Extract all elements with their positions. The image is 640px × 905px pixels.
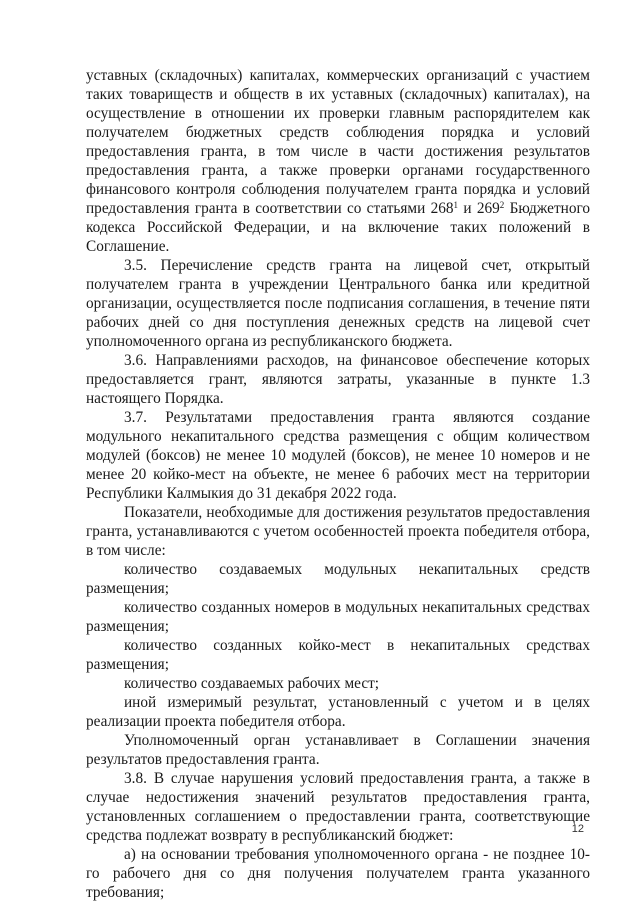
- paragraph-authorized-body: Уполномоченный орган устанавливает в Соглашении значения результатов предоставления гранта.: [86, 732, 590, 768]
- document-body: [86, 66, 590, 902]
- list-item-other-result: иной измеримый результат, установленный с учетом и в целях реализации проекта победителя отбора.: [86, 694, 590, 730]
- superscript-2: 2: [499, 200, 505, 210]
- list-item-rooms: количество созданных номеров в модульных некапитальных средствах размещения;: [86, 599, 590, 635]
- paragraph-3-5: 3.5. Перечисление средств гранта на лицевой счет, открытый получателем гранта в учреждении Центрального банка или кредитной организации, осуществляется после подписания соглашения, в течение пяти рабочих дней со дня поступления денежных средств на лицевой счет уполномоченного органа из республиканского бюджета.: [86, 257, 590, 350]
- list-item-beds: количество созданных койко-мест в некапитальных средствах размещения;: [86, 637, 590, 673]
- paragraph-continuation-text-1: уставных (складочных) капиталах, коммерческих организаций с участием таких товариществ и обществ в их уставных (складочных) капиталах), на осуществление в отношении их проверки главным распорядителем как получателем бюджетных средств соблюдения порядка и условий предоставления гранта, в том числе в части достижения результатов предоставления гранта, а также проверки органами государственного финансового контроля соблюдения получателем гранта порядка и условий предоставления гранта в соответствии со статьями 268: [86, 67, 590, 217]
- superscript-1: 1: [453, 200, 459, 210]
- page-number: 12: [571, 823, 584, 835]
- list-item-modular-facilities: количество создаваемых модульных некапитальных средств размещения;: [86, 561, 590, 597]
- paragraph-3-7: 3.7. Результатами предоставления гранта являются создание модульного некапитального средства размещения с общим количеством модулей (боксов) не менее 10 модулей (боксов), не менее 10 номеров и не менее 20 койко-мест на объекте, не менее 6 рабочих мест на территории Республики Калмыкия до 31 декабря 2022 года.: [86, 409, 590, 502]
- paragraph-continuation-text-2: и 269: [458, 200, 500, 217]
- paragraph-continuation-text-3: Бюджетного кодекса Российской Федерации, и на включение таких положений в Соглашение.: [86, 200, 591, 255]
- paragraph-indicators: Показатели, необходимые для достижения результатов предоставления гранта, устанавливаются с учетом особенностей проекта победителя отбора, в том числе:: [86, 504, 590, 559]
- paragraph-3-6: 3.6. Направлениями расходов, на финансовое обеспечение которых предоставляется грант, являются затраты, указанные в пункте 1.3 настоящего Порядка.: [86, 352, 590, 407]
- list-item-jobs: количество создаваемых рабочих мест;: [124, 675, 380, 692]
- paragraph-continuation: [86, 66, 590, 256]
- paragraph-3-8: 3.8. В случае нарушения условий предоставления гранта, а также в случае недостижения значений результатов предоставления гранта, установленных соглашением о предоставлении гранта, соответствующие средства подлежат возврату в республиканский бюджет:: [86, 770, 590, 844]
- paragraph-3-8-a: а) на основании требования уполномоченного органа - не позднее 10-го рабочего дня со дня получения получателем гранта указанного требования;: [86, 846, 590, 901]
